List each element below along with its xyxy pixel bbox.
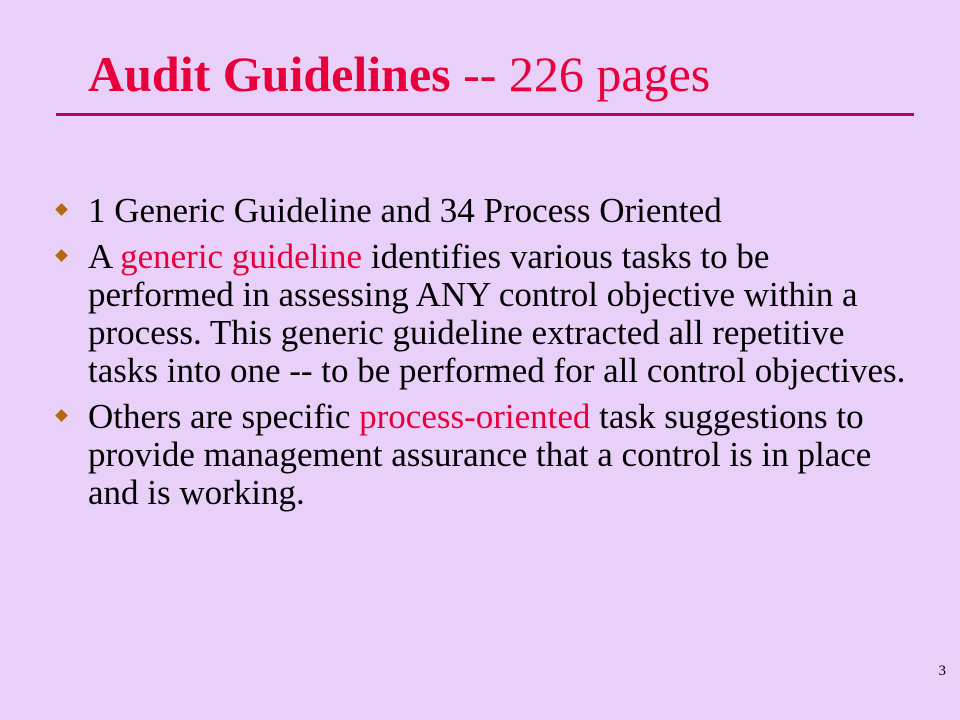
bullet-item-2	[56, 238, 916, 390]
bullet-item-1	[56, 192, 916, 230]
bullet-text-after: task suggestions to provide management assurance that a control is in place and is working.	[88, 397, 872, 512]
bullet-text-before: A	[88, 237, 121, 276]
slide-title	[88, 44, 710, 104]
highlighted-term: generic guideline	[120, 237, 363, 276]
bullet-text-before: Others are specific	[88, 397, 360, 436]
diamond-bullet-icon	[55, 203, 68, 216]
bullet-list	[56, 192, 916, 520]
diamond-bullet-icon	[55, 409, 68, 422]
title-suffix: -- 226 pages	[450, 46, 711, 102]
bullet-text-after: identifies various tasks to be performed in assessing ANY control objective within a process. This generic guideline extracted all repetitive tasks into one -- to be performed for all control objectives.	[88, 237, 906, 390]
title-main: Audit Guidelines	[88, 46, 451, 102]
page-number: 3	[938, 663, 946, 679]
diamond-bullet-icon	[55, 249, 68, 262]
title-divider	[56, 113, 914, 116]
highlighted-term: process-oriented	[359, 397, 591, 436]
bullet-item-3	[56, 398, 916, 512]
bullet-text: 1 Generic Guideline and 34 Process Oriented	[88, 191, 722, 230]
